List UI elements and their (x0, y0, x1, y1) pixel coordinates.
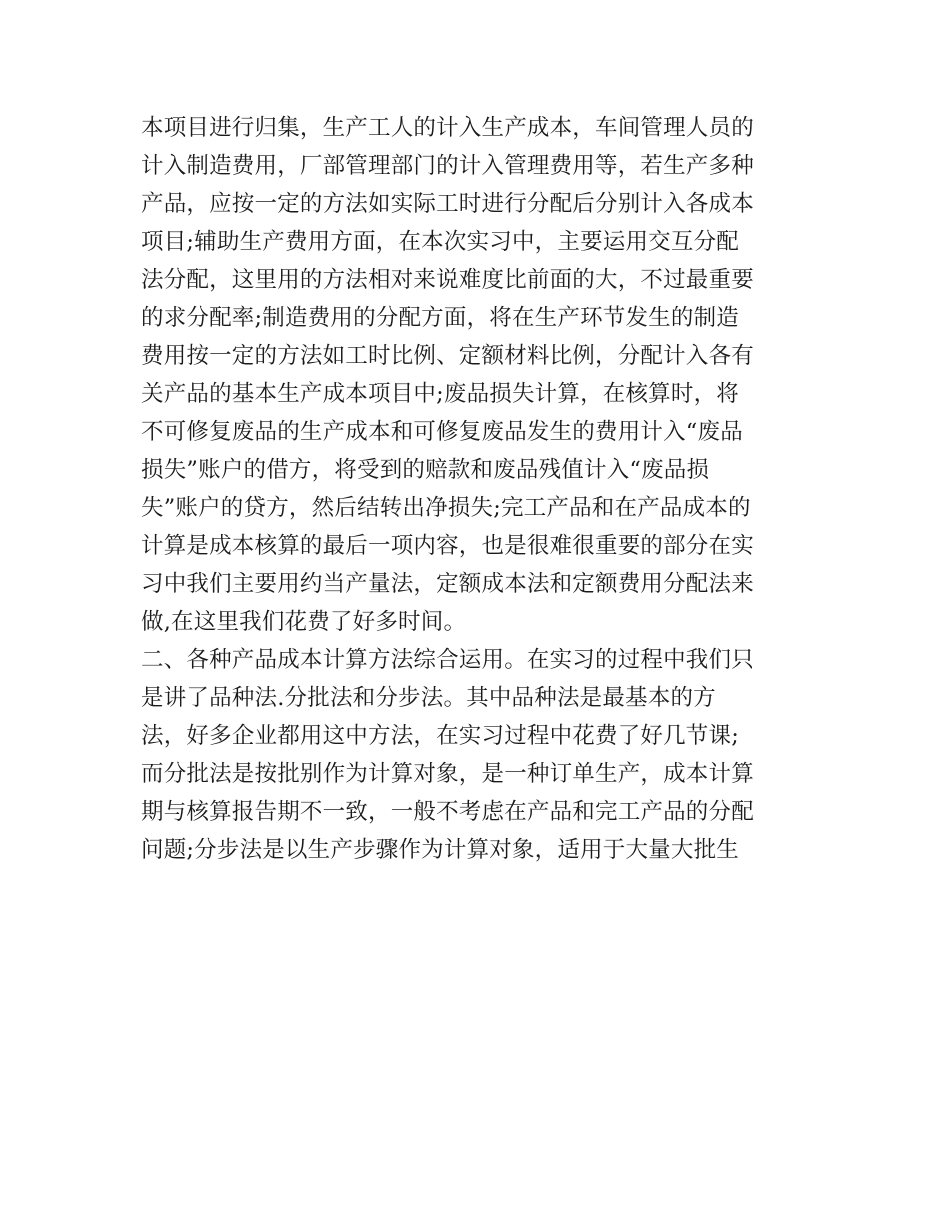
text-line: 计入制造费用，厂部管理部门的计入管理费用等，若生产多种 (141, 153, 754, 179)
text-line: 关产品的基本生产成本项目中;废品损失计算，在核算时，将 (141, 381, 739, 407)
text-line: 产品，应按一定的方法如实际工时进行分配后分别计入各成本 (141, 191, 754, 217)
text-line: 的求分配率;制造费用的分配方面，将在生产环节发生的制造 (141, 305, 739, 331)
text-line: 费用按一定的方法如工时比例、定额材料比例，分配计入各有 (141, 343, 754, 369)
text-line: 法，好多企业都用这中方法，在实习过程中花费了好几节课; (141, 723, 739, 749)
body-text (141, 109, 831, 869)
text-line: 计算是成本核算的最后一项内容，也是很难很重要的部分在实 (141, 533, 754, 559)
text-line: 项目;辅助生产费用方面，在本次实习中，主要运用交互分配 (141, 229, 739, 255)
text-line: 做,在这里我们花费了好多时间。 (141, 609, 467, 635)
text-line: 损失”账户的借方，将受到的赔款和废品残值计入“废品损 (141, 457, 710, 483)
text-line: 习中我们主要用约当产量法，定额成本法和定额费用分配法来 (141, 571, 754, 597)
text-line: 本项目进行归集，生产工人的计入生产成本，车间管理人员的 (141, 115, 754, 141)
text-line: 失”账户的贷方，然后结转出净损失;完工产品和在产品成本的 (141, 495, 751, 521)
text-line: 法分配，这里用的方法相对来说难度比前面的大，不过最重要 (141, 267, 754, 293)
text-line: 期与核算报告期不一致，一般不考虑在产品和完工产品的分配 (141, 799, 754, 825)
section-heading-line: 二、各种产品成本计算方法综合运用。在实习的过程中我们只 (141, 647, 754, 673)
text-line: 问题;分步法是以生产步骤作为计算对象，适用于大量大批生 (141, 837, 739, 863)
text-line: 而分批法是按批别作为计算对象，是一种订单生产，成本计算 (141, 761, 754, 787)
text-line: 是讲了品种法.分批法和分步法。其中品种法是最基本的方 (141, 685, 716, 711)
text-line: 不可修复废品的生产成本和可修复废品发生的费用计入“废品 (141, 419, 743, 445)
